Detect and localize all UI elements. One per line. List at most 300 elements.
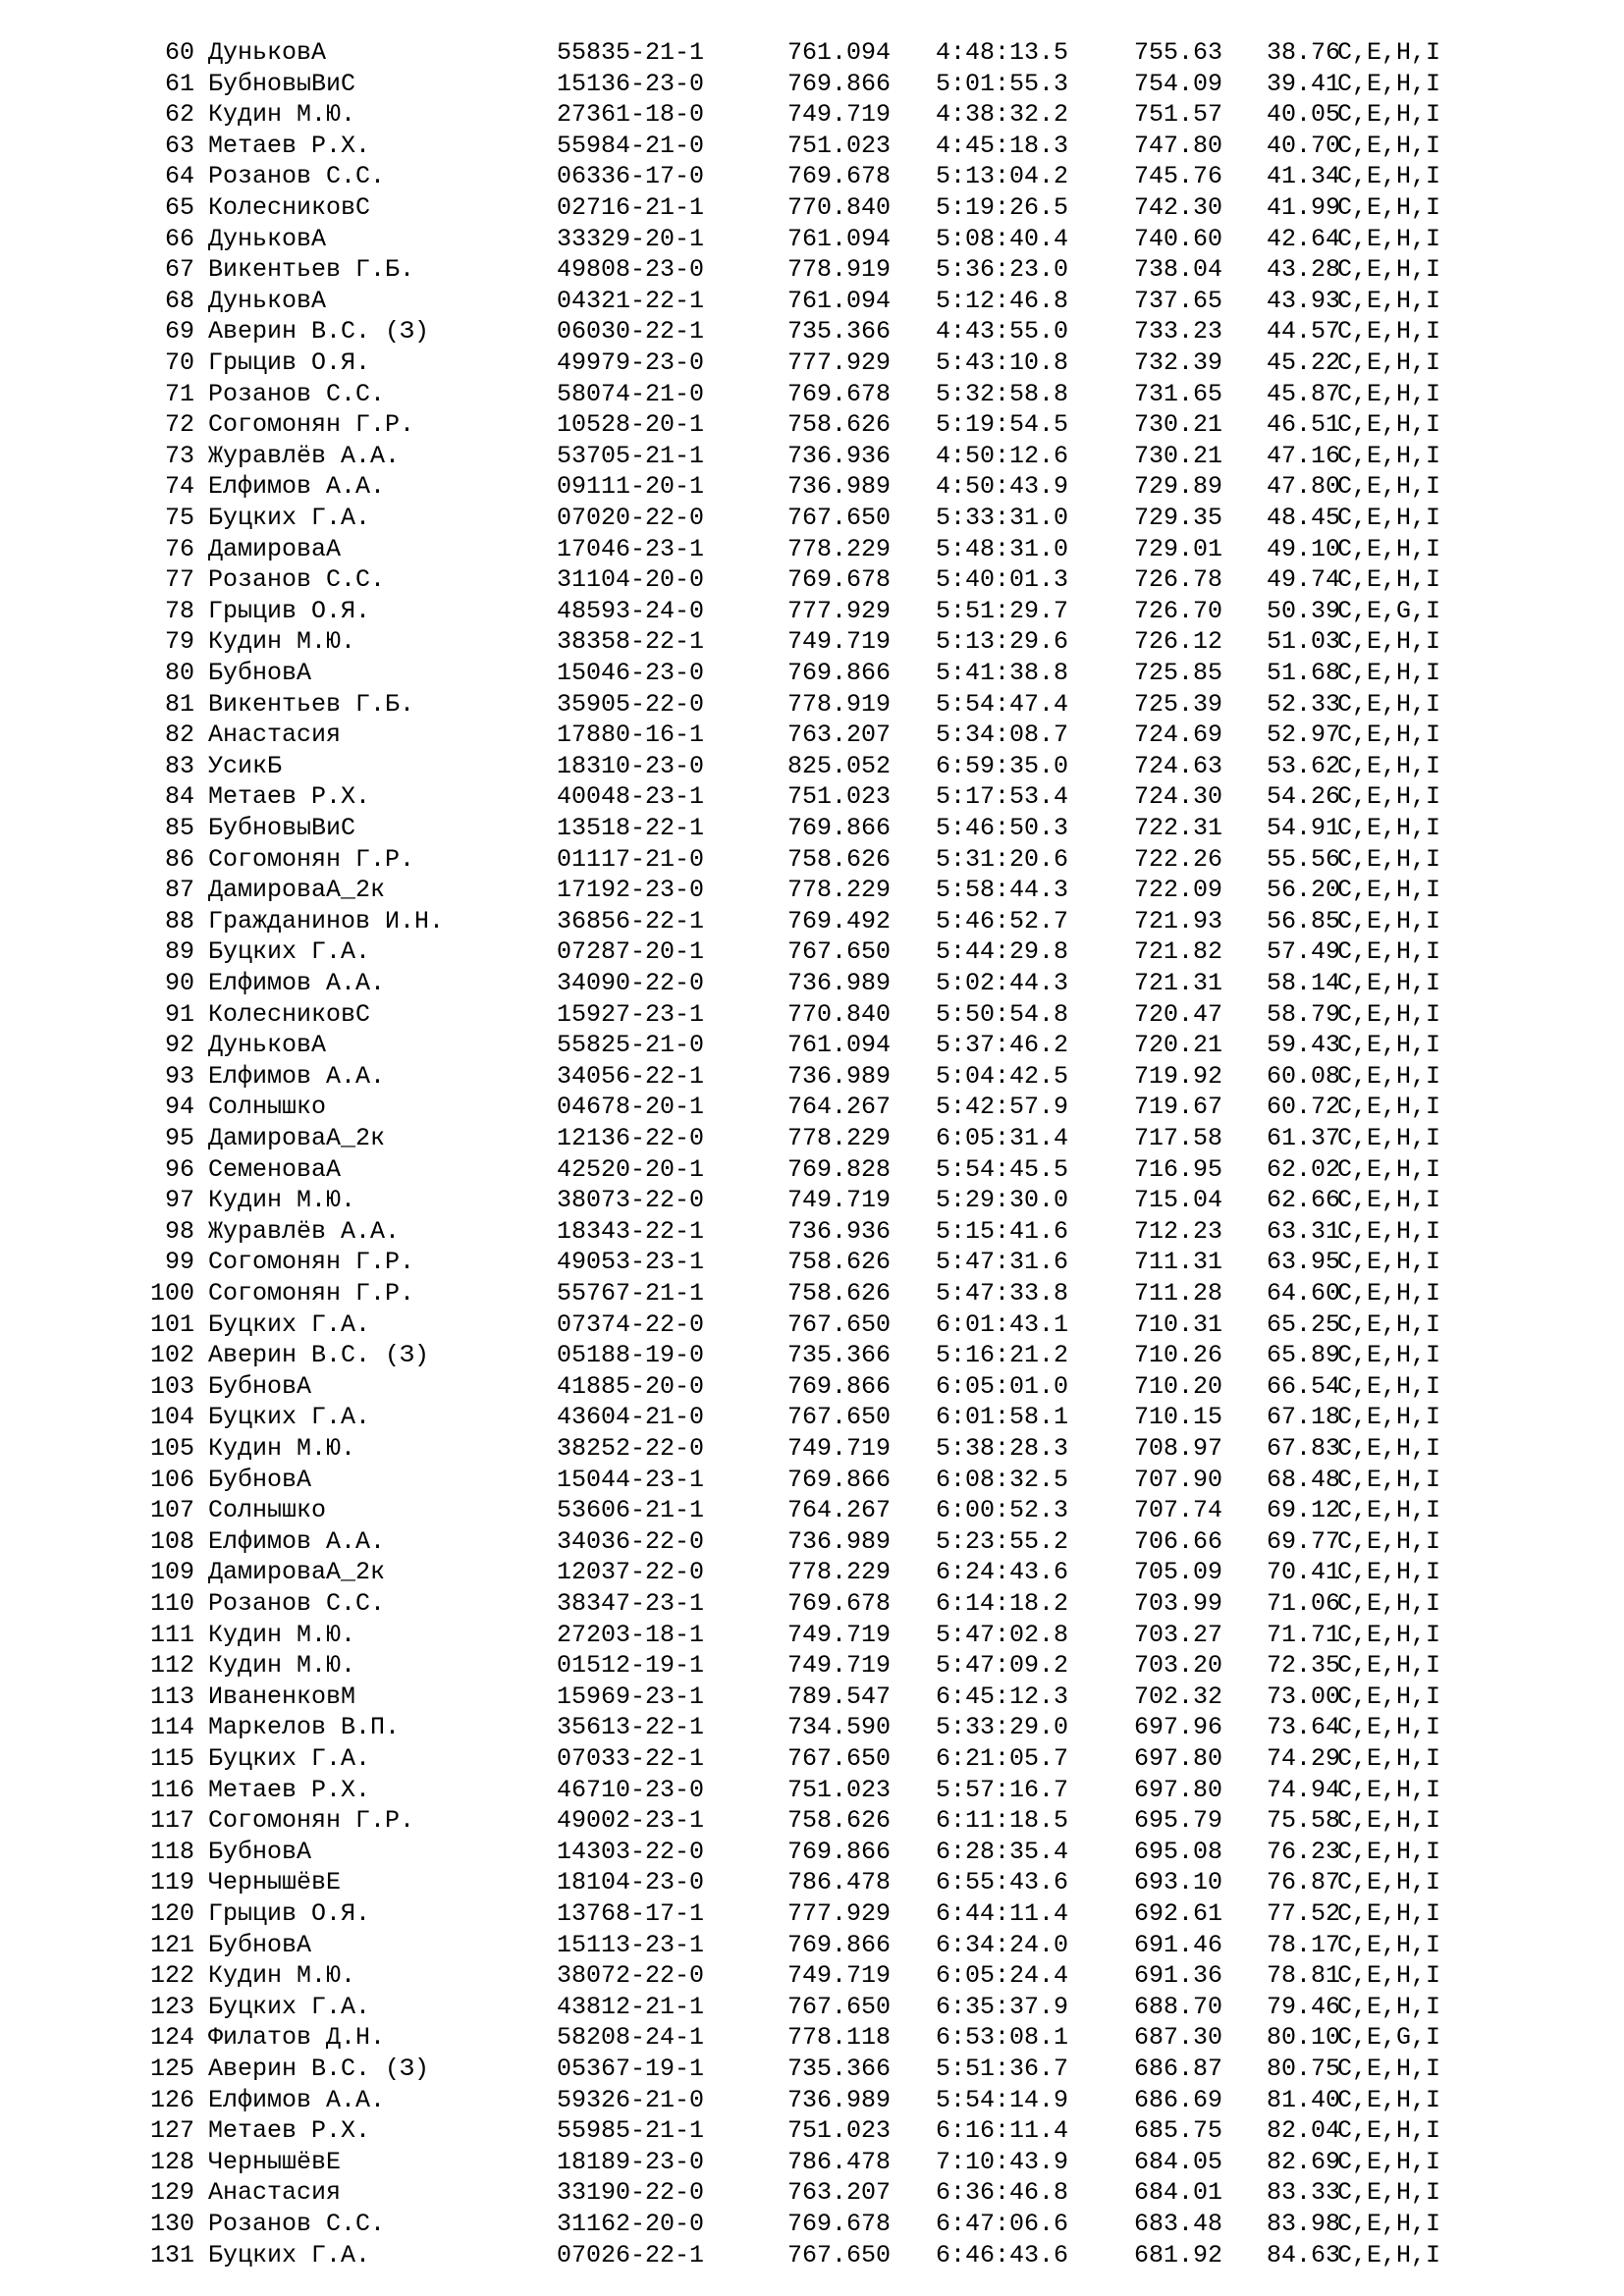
flight-time: 4:50:43.9 xyxy=(936,472,1069,502)
participant-name: ЧернышёвЕ xyxy=(208,1868,342,1897)
participant-name: Викентьев Г.Б. xyxy=(208,689,415,719)
speed-value: 705.09 xyxy=(1134,1558,1223,1587)
table-row xyxy=(0,1278,1624,1309)
record-code: 15927-23-1 xyxy=(557,999,705,1029)
percent-value: 52.97 xyxy=(1267,721,1341,750)
record-code: 59326-21-0 xyxy=(557,2085,705,2114)
table-row xyxy=(0,2209,1624,2240)
flight-time: 5:33:31.0 xyxy=(936,504,1069,532)
record-code: 49002-23-1 xyxy=(557,1806,705,1836)
percent-value: 60.08 xyxy=(1267,1061,1341,1091)
flight-time: 6:00:52.3 xyxy=(936,1496,1069,1525)
speed-value: 697.96 xyxy=(1134,1713,1223,1742)
category-flags: C,E,H,I xyxy=(1337,131,1441,160)
flight-time: 5:51:29.7 xyxy=(936,596,1069,625)
record-code: 06336-17-0 xyxy=(557,162,705,191)
category-flags: C,E,H,I xyxy=(1337,1837,1441,1866)
distance-value: 736.989 xyxy=(787,2085,892,2114)
place-number: 66 xyxy=(164,224,194,253)
category-flags: C,E,H,I xyxy=(1337,1248,1441,1277)
distance-value: 758.626 xyxy=(787,1248,892,1277)
table-row xyxy=(0,503,1624,534)
record-code: 55835-21-1 xyxy=(557,38,705,67)
speed-value: 712.23 xyxy=(1134,1216,1223,1246)
record-code: 31162-20-0 xyxy=(557,2210,705,2238)
table-row xyxy=(0,1495,1624,1526)
participant-name: БубновыВиС xyxy=(208,69,356,98)
distance-value: 770.840 xyxy=(787,193,892,222)
record-code: 42520-20-1 xyxy=(557,1154,705,1184)
participant-name: Буцких Г.А. xyxy=(208,2240,371,2269)
flight-time: 6:36:46.8 xyxy=(936,2178,1069,2208)
table-row xyxy=(0,1682,1624,1713)
distance-value: 767.650 xyxy=(787,1992,892,2021)
category-flags: C,E,H,I xyxy=(1337,1713,1441,1742)
percent-value: 73.64 xyxy=(1267,1713,1341,1742)
flight-time: 5:43:10.8 xyxy=(936,348,1069,377)
distance-value: 769.678 xyxy=(787,1589,892,1618)
distance-value: 769.678 xyxy=(787,162,892,191)
flight-time: 5:17:53.4 xyxy=(936,782,1069,812)
participant-name: СеменоваА xyxy=(208,1154,342,1184)
table-row xyxy=(0,596,1624,627)
speed-value: 720.47 xyxy=(1134,999,1223,1029)
record-code: 12037-22-0 xyxy=(557,1558,705,1587)
speed-value: 695.08 xyxy=(1134,1837,1223,1866)
record-code: 35613-22-1 xyxy=(557,1713,705,1742)
percent-value: 62.66 xyxy=(1267,1186,1341,1215)
distance-value: 769.866 xyxy=(787,1465,892,1494)
record-code: 07033-22-1 xyxy=(557,1744,705,1773)
percent-value: 69.12 xyxy=(1267,1496,1341,1525)
speed-value: 733.23 xyxy=(1134,317,1223,347)
distance-value: 786.478 xyxy=(787,1868,892,1897)
percent-value: 47.16 xyxy=(1267,441,1341,470)
category-flags: C,E,H,I xyxy=(1337,1279,1441,1308)
flight-time: 6:16:11.4 xyxy=(936,2116,1069,2146)
category-flags: C,E,H,I xyxy=(1337,906,1441,935)
record-code: 38072-22-0 xyxy=(557,1961,705,1991)
participant-name: БубновА xyxy=(208,1930,312,1959)
place-number: 71 xyxy=(164,379,194,408)
category-flags: C,E,H,I xyxy=(1337,348,1441,377)
table-row xyxy=(0,1712,1624,1743)
distance-value: 767.650 xyxy=(787,1744,892,1773)
distance-value: 749.719 xyxy=(787,1434,892,1463)
record-code: 15136-23-0 xyxy=(557,69,705,98)
table-row xyxy=(0,564,1624,596)
table-row xyxy=(0,1557,1624,1588)
percent-value: 65.89 xyxy=(1267,1341,1341,1370)
speed-value: 684.01 xyxy=(1134,2178,1223,2208)
place-number: 78 xyxy=(164,596,194,625)
flight-time: 4:50:12.6 xyxy=(936,441,1069,470)
place-number: 121 xyxy=(149,1930,194,1959)
percent-value: 83.98 xyxy=(1267,2210,1341,2238)
speed-value: 707.74 xyxy=(1134,1496,1223,1525)
record-code: 01117-21-0 xyxy=(557,844,705,874)
category-flags: C,E,H,I xyxy=(1337,1154,1441,1184)
place-number: 116 xyxy=(149,1775,194,1804)
participant-name: Буцких Г.А. xyxy=(208,504,371,532)
category-flags: C,E,H,I xyxy=(1337,969,1441,997)
place-number: 62 xyxy=(164,100,194,130)
flight-time: 6:28:35.4 xyxy=(936,1837,1069,1866)
distance-value: 770.840 xyxy=(787,999,892,1029)
flight-time: 5:47:02.8 xyxy=(936,1620,1069,1649)
participant-name: Буцких Г.А. xyxy=(208,1992,371,2021)
distance-value: 767.650 xyxy=(787,1309,892,1339)
record-code: 15113-23-1 xyxy=(557,1930,705,1959)
place-number: 61 xyxy=(164,69,194,98)
percent-value: 58.14 xyxy=(1267,969,1341,997)
place-number: 125 xyxy=(149,2055,194,2083)
percent-value: 47.80 xyxy=(1267,472,1341,502)
place-number: 113 xyxy=(149,1682,194,1711)
speed-value: 721.82 xyxy=(1134,937,1223,967)
table-row xyxy=(0,347,1624,379)
distance-value: 777.929 xyxy=(787,596,892,625)
record-code: 15046-23-0 xyxy=(557,659,705,687)
percent-value: 43.28 xyxy=(1267,255,1341,285)
place-number: 70 xyxy=(164,348,194,377)
place-number: 91 xyxy=(164,999,194,1029)
speed-value: 754.09 xyxy=(1134,69,1223,98)
category-flags: C,E,H,I xyxy=(1337,999,1441,1029)
participant-name: Розанов С.С. xyxy=(208,1589,386,1618)
place-number: 60 xyxy=(164,38,194,67)
category-flags: C,E,G,I xyxy=(1337,596,1441,625)
speed-value: 730.21 xyxy=(1134,410,1223,440)
table-row xyxy=(0,2177,1624,2209)
place-number: 111 xyxy=(149,1620,194,1649)
speed-value: 686.69 xyxy=(1134,2085,1223,2114)
place-number: 126 xyxy=(149,2085,194,2114)
category-flags: C,E,H,I xyxy=(1337,255,1441,285)
place-number: 93 xyxy=(164,1061,194,1091)
distance-value: 749.719 xyxy=(787,1961,892,1991)
participant-name: Солнышко xyxy=(208,1496,327,1525)
flight-time: 5:40:01.3 xyxy=(936,565,1069,595)
distance-value: 763.207 xyxy=(787,2178,892,2208)
place-number: 75 xyxy=(164,504,194,532)
percent-value: 82.69 xyxy=(1267,2147,1341,2176)
category-flags: C,E,H,I xyxy=(1337,1930,1441,1959)
table-row xyxy=(0,906,1624,937)
flight-time: 5:29:30.0 xyxy=(936,1186,1069,1215)
flight-time: 6:34:24.0 xyxy=(936,1930,1069,1959)
table-row xyxy=(0,1960,1624,1992)
speed-value: 729.89 xyxy=(1134,472,1223,502)
flight-time: 6:44:11.4 xyxy=(936,1899,1069,1928)
place-number: 102 xyxy=(149,1341,194,1370)
category-flags: C,E,H,I xyxy=(1337,627,1441,657)
table-row xyxy=(0,316,1624,347)
percent-value: 60.72 xyxy=(1267,1093,1341,1122)
category-flags: C,E,H,I xyxy=(1337,69,1441,98)
place-number: 73 xyxy=(164,441,194,470)
place-number: 85 xyxy=(164,814,194,842)
table-row xyxy=(0,379,1624,410)
flight-time: 7:10:43.9 xyxy=(936,2147,1069,2176)
flight-time: 5:50:54.8 xyxy=(936,999,1069,1029)
speed-value: 708.97 xyxy=(1134,1434,1223,1463)
table-row xyxy=(0,1371,1624,1403)
flight-time: 6:45:12.3 xyxy=(936,1682,1069,1711)
record-code: 34036-22-0 xyxy=(557,1526,705,1556)
place-number: 129 xyxy=(149,2178,194,2208)
place-number: 115 xyxy=(149,1744,194,1773)
flight-time: 5:08:40.4 xyxy=(936,224,1069,253)
distance-value: 778.229 xyxy=(787,1558,892,1587)
place-number: 130 xyxy=(149,2210,194,2238)
category-flags: C,E,H,I xyxy=(1337,689,1441,719)
participant-name: ДамироваА xyxy=(208,534,342,563)
table-row xyxy=(0,936,1624,968)
speed-value: 724.69 xyxy=(1134,721,1223,750)
percent-value: 43.93 xyxy=(1267,286,1341,315)
table-row xyxy=(0,2054,1624,2085)
record-code: 15044-23-1 xyxy=(557,1465,705,1494)
speed-value: 716.95 xyxy=(1134,1154,1223,1184)
record-code: 43812-21-1 xyxy=(557,1992,705,2021)
flight-time: 5:54:47.4 xyxy=(936,689,1069,719)
category-flags: C,E,H,I xyxy=(1337,1216,1441,1246)
percent-value: 41.34 xyxy=(1267,162,1341,191)
percent-value: 74.29 xyxy=(1267,1744,1341,1773)
percent-value: 45.22 xyxy=(1267,348,1341,377)
record-code: 33329-20-1 xyxy=(557,224,705,253)
flight-time: 5:47:09.2 xyxy=(936,1651,1069,1681)
flight-time: 5:42:57.9 xyxy=(936,1093,1069,1122)
percent-value: 61.37 xyxy=(1267,1124,1341,1152)
flight-time: 6:24:43.6 xyxy=(936,1558,1069,1587)
table-row xyxy=(0,2085,1624,2116)
record-code: 15969-23-1 xyxy=(557,1682,705,1711)
distance-value: 749.719 xyxy=(787,1651,892,1681)
flight-time: 5:46:52.7 xyxy=(936,906,1069,935)
category-flags: C,E,H,I xyxy=(1337,317,1441,347)
flight-time: 5:46:50.3 xyxy=(936,814,1069,842)
participant-name: Согомонян Г.Р. xyxy=(208,410,415,440)
speed-value: 687.30 xyxy=(1134,2023,1223,2053)
participant-name: ДамироваА_2к xyxy=(208,1124,386,1152)
percent-value: 51.68 xyxy=(1267,659,1341,687)
record-code: 38347-23-1 xyxy=(557,1589,705,1618)
record-code: 07020-22-0 xyxy=(557,504,705,532)
table-row xyxy=(0,1340,1624,1371)
distance-value: 735.366 xyxy=(787,317,892,347)
flight-time: 6:47:06.6 xyxy=(936,2210,1069,2238)
distance-value: 736.989 xyxy=(787,472,892,502)
percent-value: 40.05 xyxy=(1267,100,1341,130)
table-row xyxy=(0,534,1624,565)
category-flags: C,E,H,I xyxy=(1337,472,1441,502)
category-flags: C,E,H,I xyxy=(1337,38,1441,67)
percent-value: 68.48 xyxy=(1267,1465,1341,1494)
category-flags: C,E,H,I xyxy=(1337,534,1441,563)
table-row xyxy=(0,626,1624,658)
speed-value: 697.80 xyxy=(1134,1744,1223,1773)
participant-name: Маркелов В.П. xyxy=(208,1713,401,1742)
participant-name: УсикБ xyxy=(208,751,283,780)
percent-value: 57.49 xyxy=(1267,937,1341,967)
flight-time: 6:01:43.1 xyxy=(936,1309,1069,1339)
speed-value: 711.28 xyxy=(1134,1279,1223,1308)
flight-time: 6:53:08.1 xyxy=(936,2023,1069,2053)
flight-time: 5:54:14.9 xyxy=(936,2085,1069,2114)
participant-name: Кудин М.Ю. xyxy=(208,1961,356,1991)
category-flags: C,E,H,I xyxy=(1337,193,1441,222)
table-row xyxy=(0,254,1624,286)
distance-value: 777.929 xyxy=(787,1899,892,1928)
speed-value: 722.31 xyxy=(1134,814,1223,842)
speed-value: 702.32 xyxy=(1134,1682,1223,1711)
speed-value: 745.76 xyxy=(1134,162,1223,191)
table-row xyxy=(0,224,1624,255)
record-code: 17192-23-0 xyxy=(557,876,705,905)
percent-value: 76.87 xyxy=(1267,1868,1341,1897)
distance-value: 767.650 xyxy=(787,1403,892,1432)
table-row xyxy=(0,1867,1624,1898)
table-row xyxy=(0,2147,1624,2178)
distance-value: 758.626 xyxy=(787,1806,892,1836)
percent-value: 59.43 xyxy=(1267,1031,1341,1060)
speed-value: 703.99 xyxy=(1134,1589,1223,1618)
record-code: 34090-22-0 xyxy=(557,969,705,997)
place-number: 69 xyxy=(164,317,194,347)
speed-value: 724.30 xyxy=(1134,782,1223,812)
table-row xyxy=(0,286,1624,317)
participant-name: Грыцив О.Я. xyxy=(208,1899,371,1928)
category-flags: C,E,H,I xyxy=(1337,2055,1441,2083)
category-flags: C,E,H,I xyxy=(1337,721,1441,750)
record-code: 38073-22-0 xyxy=(557,1186,705,1215)
participant-name: Кудин М.Ю. xyxy=(208,627,356,657)
distance-value: 778.118 xyxy=(787,2023,892,2053)
speed-value: 710.26 xyxy=(1134,1341,1223,1370)
speed-value: 726.70 xyxy=(1134,596,1223,625)
category-flags: C,E,H,I xyxy=(1337,2240,1441,2269)
distance-value: 764.267 xyxy=(787,1496,892,1525)
record-code: 49979-23-0 xyxy=(557,348,705,377)
percent-value: 63.31 xyxy=(1267,1216,1341,1246)
participant-name: Аверин В.С. (З) xyxy=(208,2055,430,2083)
place-number: 88 xyxy=(164,906,194,935)
distance-value: 751.023 xyxy=(787,131,892,160)
record-code: 55985-21-1 xyxy=(557,2116,705,2146)
distance-value: 736.989 xyxy=(787,969,892,997)
distance-value: 778.229 xyxy=(787,1124,892,1152)
flight-time: 6:14:18.2 xyxy=(936,1589,1069,1618)
flight-time: 4:43:55.0 xyxy=(936,317,1069,347)
flight-time: 5:19:26.5 xyxy=(936,193,1069,222)
category-flags: C,E,H,I xyxy=(1337,1465,1441,1494)
percent-value: 73.00 xyxy=(1267,1682,1341,1711)
percent-value: 41.99 xyxy=(1267,193,1341,222)
participant-name: Филатов Д.Н. xyxy=(208,2023,386,2053)
percent-value: 84.63 xyxy=(1267,2240,1341,2269)
speed-value: 710.20 xyxy=(1134,1371,1223,1401)
distance-value: 769.492 xyxy=(787,906,892,935)
speed-value: 686.87 xyxy=(1134,2055,1223,2083)
percent-value: 54.91 xyxy=(1267,814,1341,842)
participant-name: БубновА xyxy=(208,1465,312,1494)
flight-time: 6:21:05.7 xyxy=(936,1744,1069,1773)
record-code: 27203-18-1 xyxy=(557,1620,705,1649)
table-row xyxy=(0,409,1624,441)
record-code: 02716-21-1 xyxy=(557,193,705,222)
percent-value: 66.54 xyxy=(1267,1371,1341,1401)
table-row xyxy=(0,1092,1624,1123)
table-row xyxy=(0,1309,1624,1341)
place-number: 128 xyxy=(149,2147,194,2176)
record-code: 07374-22-0 xyxy=(557,1309,705,1339)
distance-value: 763.207 xyxy=(787,721,892,750)
table-row xyxy=(0,751,1624,782)
flight-time: 5:47:31.6 xyxy=(936,1248,1069,1277)
place-number: 107 xyxy=(149,1496,194,1525)
category-flags: C,E,H,I xyxy=(1337,1775,1441,1804)
category-flags: C,E,H,I xyxy=(1337,1868,1441,1897)
table-row xyxy=(0,1805,1624,1837)
percent-value: 65.25 xyxy=(1267,1309,1341,1339)
speed-value: 742.30 xyxy=(1134,193,1223,222)
speed-value: 724.63 xyxy=(1134,751,1223,780)
participant-name: Викентьев Г.Б. xyxy=(208,255,415,285)
percent-value: 40.70 xyxy=(1267,131,1341,160)
speed-value: 755.63 xyxy=(1134,38,1223,67)
place-number: 86 xyxy=(164,844,194,874)
record-code: 41885-20-0 xyxy=(557,1371,705,1401)
participant-name: Буцких Г.А. xyxy=(208,1403,371,1432)
flight-time: 6:11:18.5 xyxy=(936,1806,1069,1836)
record-code: 48593-24-0 xyxy=(557,596,705,625)
category-flags: C,E,H,I xyxy=(1337,379,1441,408)
distance-value: 769.866 xyxy=(787,69,892,98)
table-row xyxy=(0,2115,1624,2147)
record-code: 53705-21-1 xyxy=(557,441,705,470)
record-code: 49808-23-0 xyxy=(557,255,705,285)
speed-value: 684.05 xyxy=(1134,2147,1223,2176)
category-flags: C,E,H,I xyxy=(1337,2085,1441,2114)
place-number: 109 xyxy=(149,1558,194,1587)
record-code: 27361-18-0 xyxy=(557,100,705,130)
distance-value: 778.229 xyxy=(787,534,892,563)
distance-value: 761.094 xyxy=(787,38,892,67)
place-number: 65 xyxy=(164,193,194,222)
flight-time: 5:36:23.0 xyxy=(936,255,1069,285)
participant-name: Гражданинов И.Н. xyxy=(208,906,445,935)
record-code: 36856-22-1 xyxy=(557,906,705,935)
record-code: 58074-21-0 xyxy=(557,379,705,408)
category-flags: C,E,H,I xyxy=(1337,1496,1441,1525)
percent-value: 53.62 xyxy=(1267,751,1341,780)
flight-time: 5:13:29.6 xyxy=(936,627,1069,657)
distance-value: 761.094 xyxy=(787,286,892,315)
speed-value: 691.46 xyxy=(1134,1930,1223,1959)
participant-name: ИваненковМ xyxy=(208,1682,356,1711)
place-number: 119 xyxy=(149,1868,194,1897)
participant-name: Метаев Р.Х. xyxy=(208,1775,371,1804)
participant-name: Буцких Г.А. xyxy=(208,937,371,967)
category-flags: C,E,H,I xyxy=(1337,937,1441,967)
speed-value: 692.61 xyxy=(1134,1899,1223,1928)
speed-value: 681.92 xyxy=(1134,2240,1223,2269)
speed-value: 726.78 xyxy=(1134,565,1223,595)
place-number: 81 xyxy=(164,689,194,719)
participant-name: Грыцив О.Я. xyxy=(208,596,371,625)
